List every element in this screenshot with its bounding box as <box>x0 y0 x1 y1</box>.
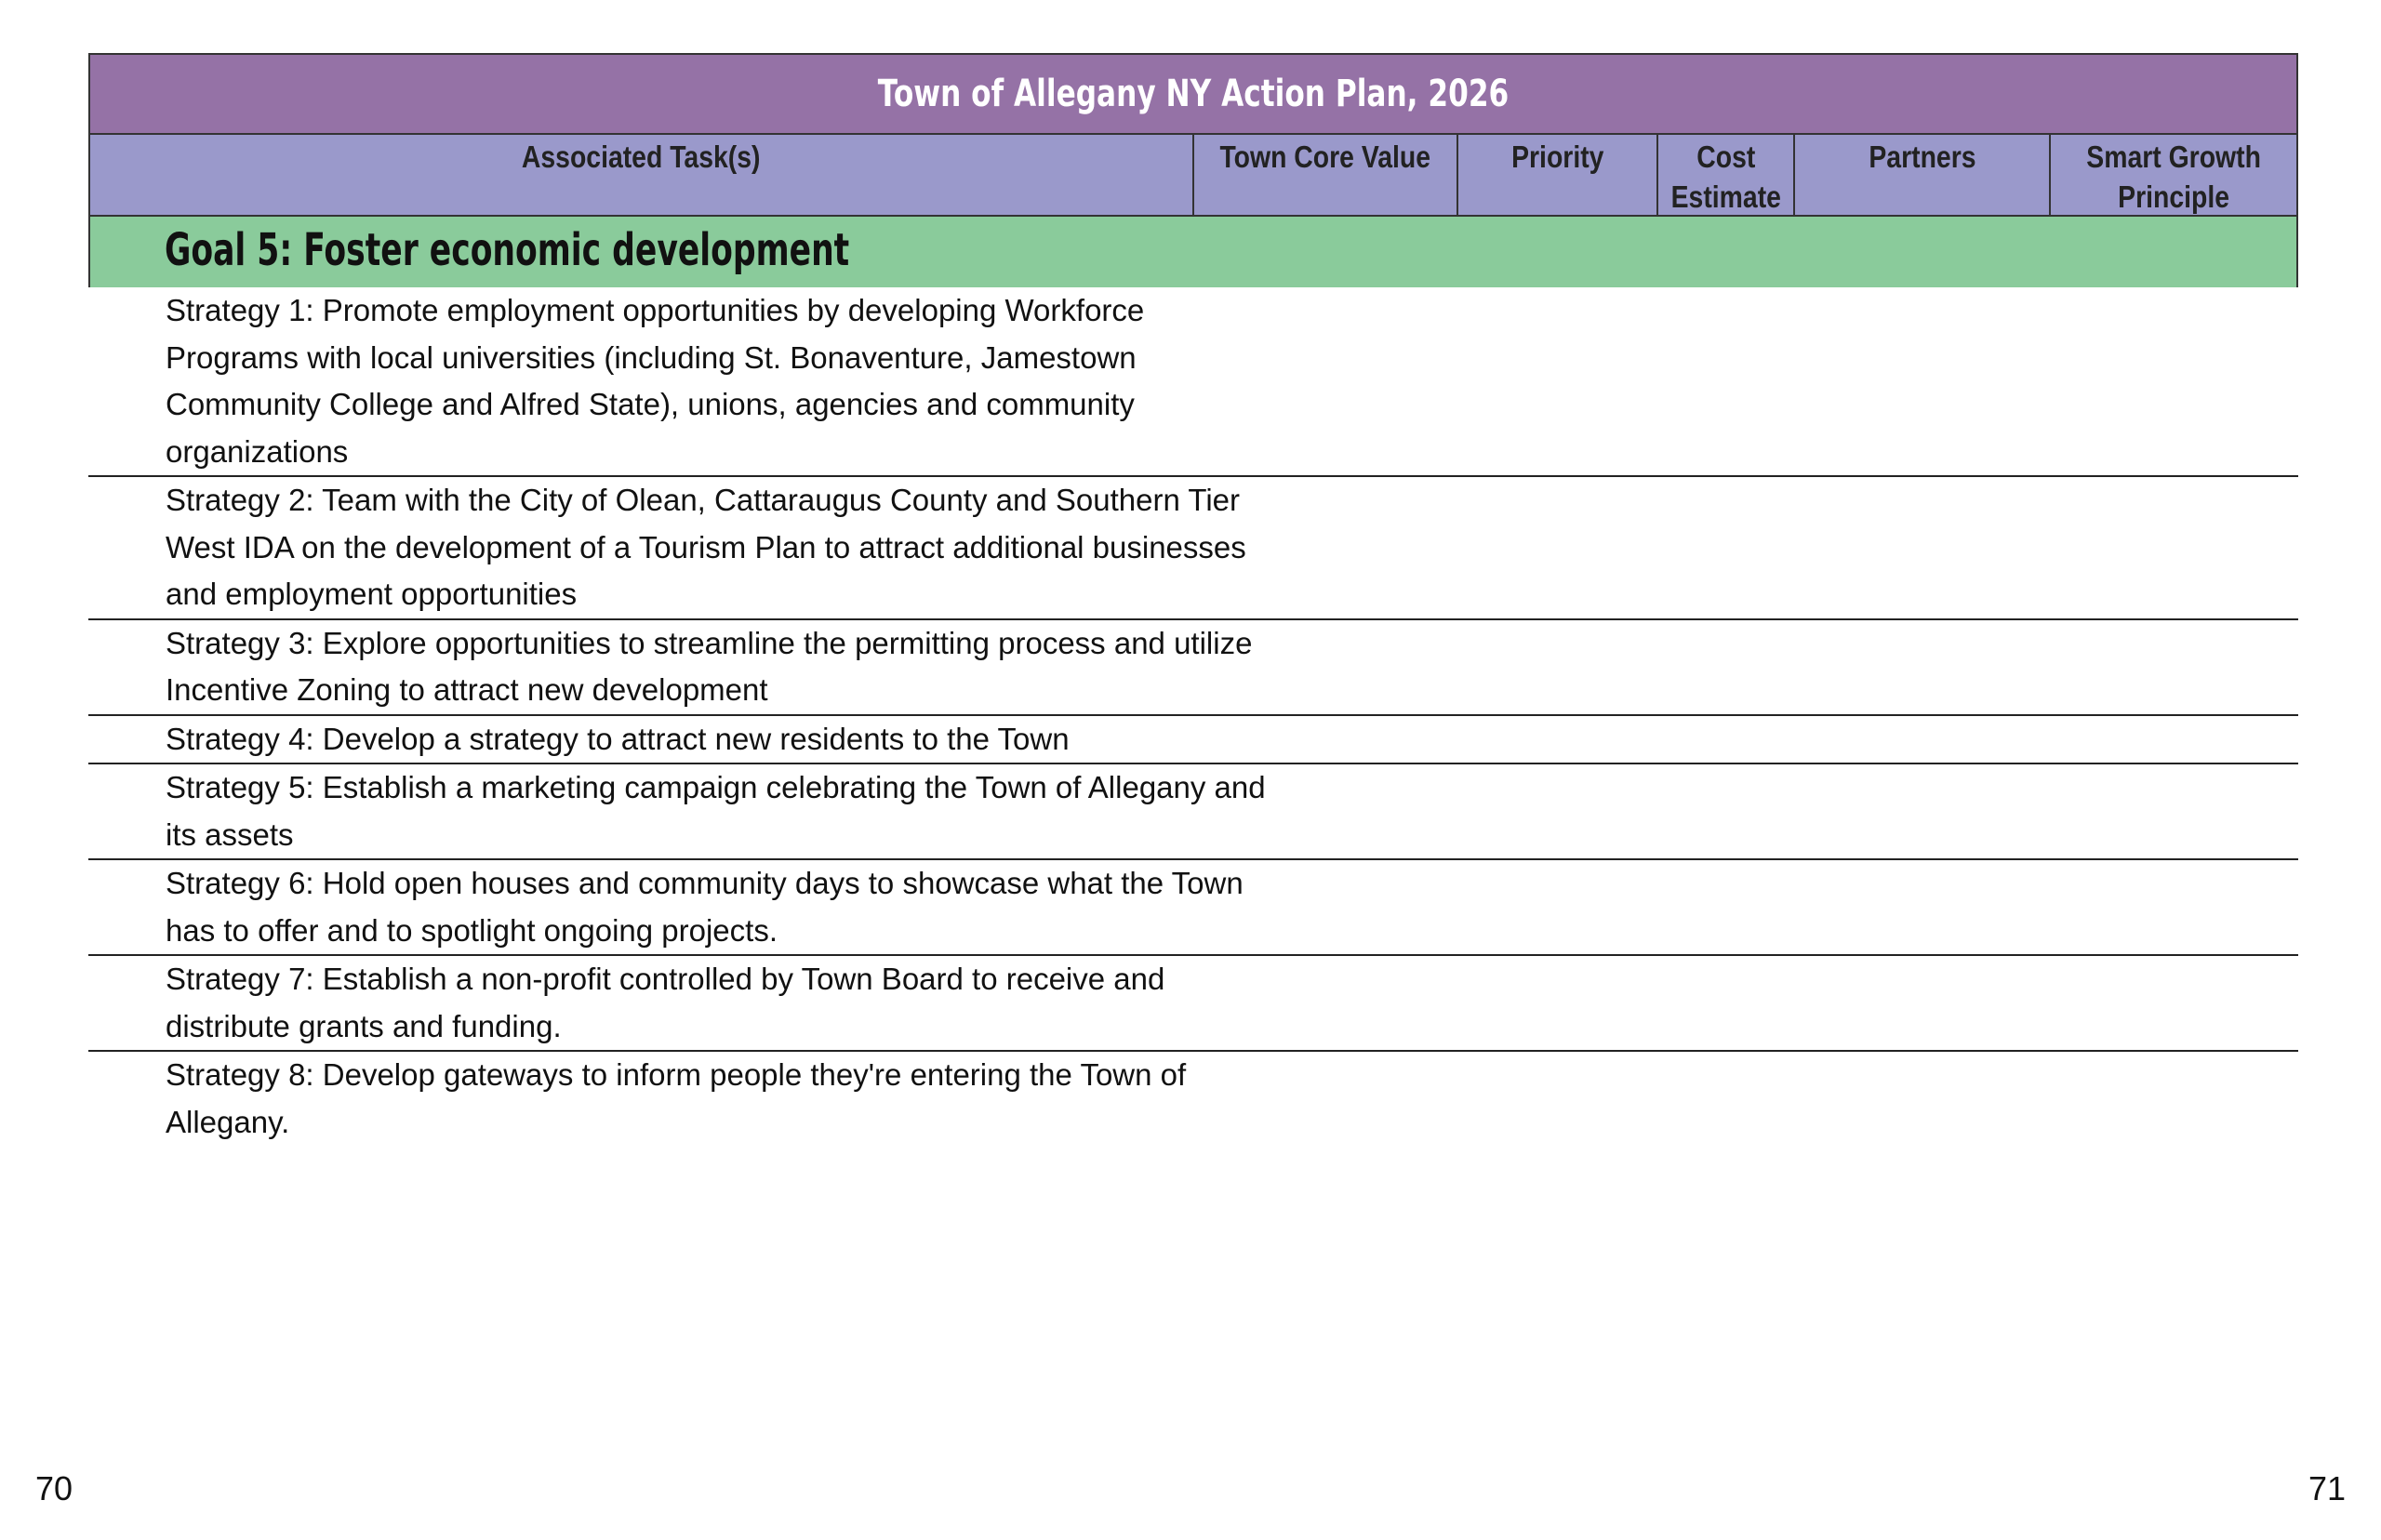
header-priority: Priority <box>1458 135 1659 215</box>
strategy-7: Strategy 7: Establish a non-profit controlled by Town Board to receive and distribute grants and funding. <box>166 962 1165 1043</box>
table-row <box>88 1052 2298 1146</box>
table-row <box>88 956 2298 1052</box>
header-associated-tasks: Associated Task(s) <box>90 135 1194 215</box>
table-row <box>88 860 2298 956</box>
header-partners: Partners <box>1795 135 2052 215</box>
strategy-2: Strategy 2: Team with the City of Olean, Cattaraugus County and Southern Tier West IDA on the development of a Tourism Plan to attract additional businesses and employment opportunities <box>166 483 1246 611</box>
goal-row <box>88 217 2298 287</box>
table-row <box>88 764 2298 860</box>
strategy-3: Strategy 3: Explore opportunities to streamline the permitting process and utilize Incentive Zoning to attract new development <box>166 625 1253 707</box>
action-plan-table <box>88 53 2298 1146</box>
header-row <box>88 135 2298 217</box>
strategy-4: Strategy 4: Develop a strategy to attract new residents to the Town <box>166 721 1070 756</box>
table-title: Town of Allegany NY Action Plan, 2026 <box>877 73 1510 115</box>
page-number-right: 71 <box>2308 1469 2346 1507</box>
table-row <box>88 620 2298 716</box>
strategy-8: Strategy 8: Develop gateways to inform people they're entering the Town of Allegany. <box>166 1057 1187 1139</box>
header-cost-estimate: Cost Estimate <box>1658 135 1795 215</box>
page-number-left: 70 <box>35 1469 73 1507</box>
header-smart-growth-principle: Smart Growth Principle <box>2086 139 2262 214</box>
header-town-core-value: Town Core Value <box>1194 135 1458 215</box>
table-row <box>88 287 2298 477</box>
goal-heading: Goal 5: Foster economic development <box>165 224 850 276</box>
table-title-bar <box>88 53 2298 135</box>
strategy-5: Strategy 5: Establish a marketing campaign celebrating the Town of Allegany and its assets <box>166 770 1266 852</box>
table-row <box>88 716 2298 765</box>
strategy-rows <box>88 287 2298 1146</box>
strategy-6: Strategy 6: Hold open houses and community days to showcase what the Town has to offer and to spotlight ongoing projects. <box>166 866 1244 948</box>
strategy-1: Strategy 1: Promote employment opportunities by developing Workforce Programs with local universities (including St. Bonaventure, Jamestown Community College and Alfred State), unions, agencies and community organizations <box>166 293 1145 469</box>
table-row <box>88 477 2298 620</box>
